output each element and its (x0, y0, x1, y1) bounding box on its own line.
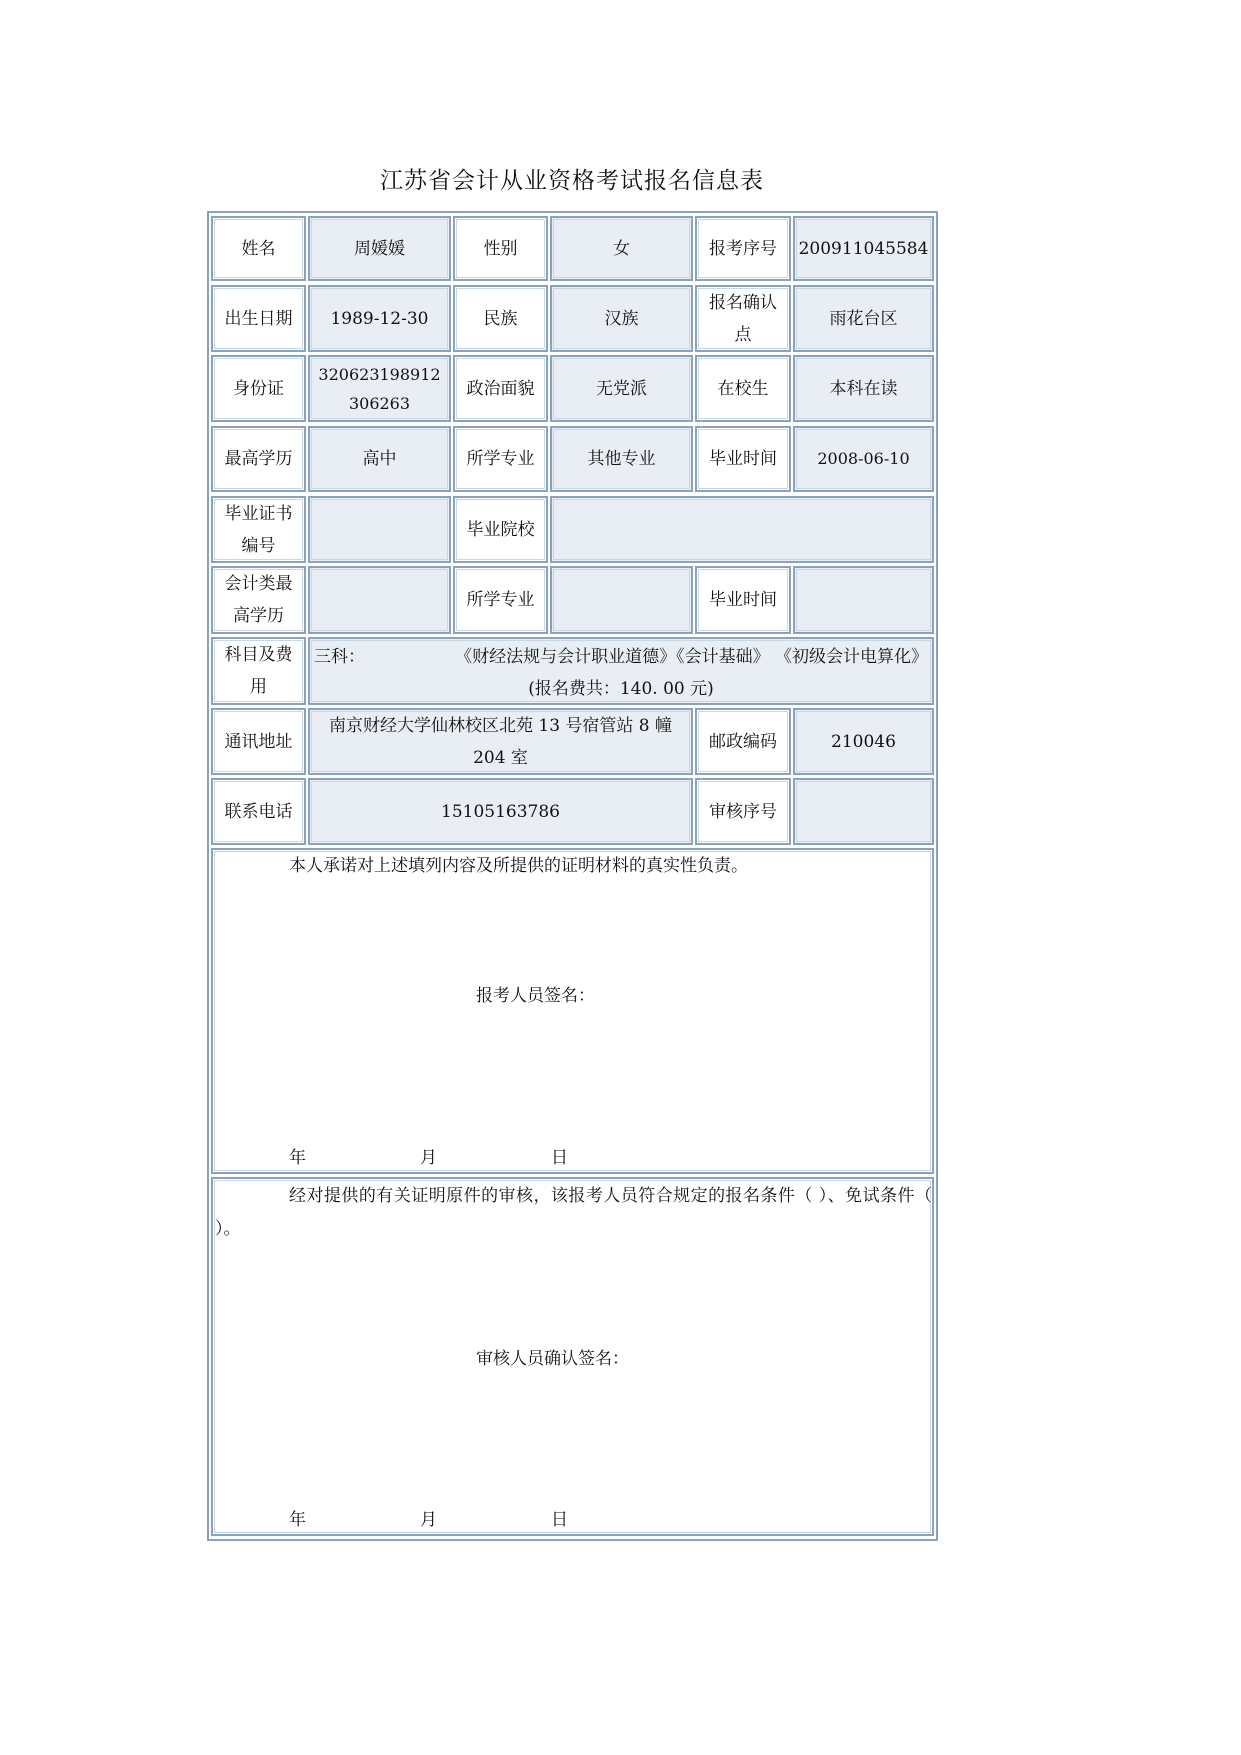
subjects-list: 《财经法规与会计职业道德》《会计基础》 《初级会计电算化》 (455, 647, 928, 667)
birth-value: 1989-12-30 (308, 285, 451, 352)
school-label: 毕业院校 (453, 496, 548, 563)
education-label: 最高学历 (211, 426, 306, 492)
student-label: 在校生 (695, 355, 791, 422)
acc-grad-label: 毕业时间 (695, 566, 791, 634)
phone-label: 联系电话 (211, 778, 306, 845)
major-value: 其他专业 (550, 426, 693, 492)
confirm-point-label: 报名确认点 (695, 285, 791, 352)
applicant-signature-label: 报考人员签名： (476, 986, 595, 1006)
pledge-month: 月 (420, 1148, 437, 1168)
exam-no-value: 200911045584 (793, 216, 934, 281)
political-label: 政治面貌 (453, 355, 548, 422)
form-title: 江苏省会计从业资格考试报名信息表 (380, 168, 764, 194)
address-label: 通讯地址 (211, 708, 306, 775)
subjects-cell (308, 637, 934, 705)
gender-value: 女 (550, 216, 693, 281)
subjects-label: 科目及费用 (211, 637, 306, 705)
review-year: 年 (289, 1510, 306, 1530)
acc-edu-value (308, 566, 451, 634)
cert-no-label: 毕业证书编号 (211, 496, 306, 563)
subjects-prefix: 三科： (314, 647, 365, 667)
gender-label: 性别 (453, 216, 548, 281)
acc-major-label: 所学专业 (453, 566, 548, 634)
pledge-text: 本人承诺对上述填列内容及所提供的证明材料的真实性负责。 (289, 856, 748, 876)
confirm-point-value: 雨花台区 (793, 285, 934, 352)
student-value: 本科在读 (793, 355, 934, 422)
postcode-label: 邮政编码 (695, 708, 791, 775)
address-value: 南京财经大学仙林校区北苑 13 号宿管站 8 幢 204 室 (308, 708, 693, 775)
birth-label: 出生日期 (211, 285, 306, 352)
review-month: 月 (420, 1510, 437, 1530)
id-label: 身份证 (211, 355, 306, 422)
acc-major-value (550, 566, 693, 634)
grad-time-label: 毕业时间 (695, 426, 791, 492)
review-text: 经对提供的有关证明原件的审核，该报考人员符合规定的报名条件（ ）、免试条件（ ）。 (215, 1186, 932, 1239)
phone-value: 15105163786 (308, 778, 693, 845)
review-no-label: 审核序号 (695, 778, 791, 845)
exam-no-label: 报考序号 (695, 216, 791, 281)
major-label: 所学专业 (453, 426, 548, 492)
id-value: 320623198912306263 (308, 355, 451, 422)
ethnic-label: 民族 (453, 285, 548, 352)
reviewer-signature-label: 审核人员确认签名： (476, 1349, 629, 1369)
ethnic-value: 汉族 (550, 285, 693, 352)
review-no-value (793, 778, 934, 845)
name-value: 周媛媛 (308, 216, 451, 281)
acc-edu-label: 会计类最高学历 (211, 566, 306, 634)
pledge-day: 日 (551, 1148, 568, 1168)
pledge-year: 年 (289, 1148, 306, 1168)
name-label: 姓名 (211, 216, 306, 281)
acc-grad-value (793, 566, 934, 634)
review-day: 日 (551, 1510, 568, 1530)
fee-text: (报名费共：140. 00 元) (528, 679, 714, 699)
education-value: 高中 (308, 426, 451, 492)
school-value (550, 496, 934, 563)
cert-no-value (308, 496, 451, 563)
grad-time-value: 2008-06-10 (793, 426, 934, 492)
postcode-value: 210046 (793, 708, 934, 775)
political-value: 无党派 (550, 355, 693, 422)
